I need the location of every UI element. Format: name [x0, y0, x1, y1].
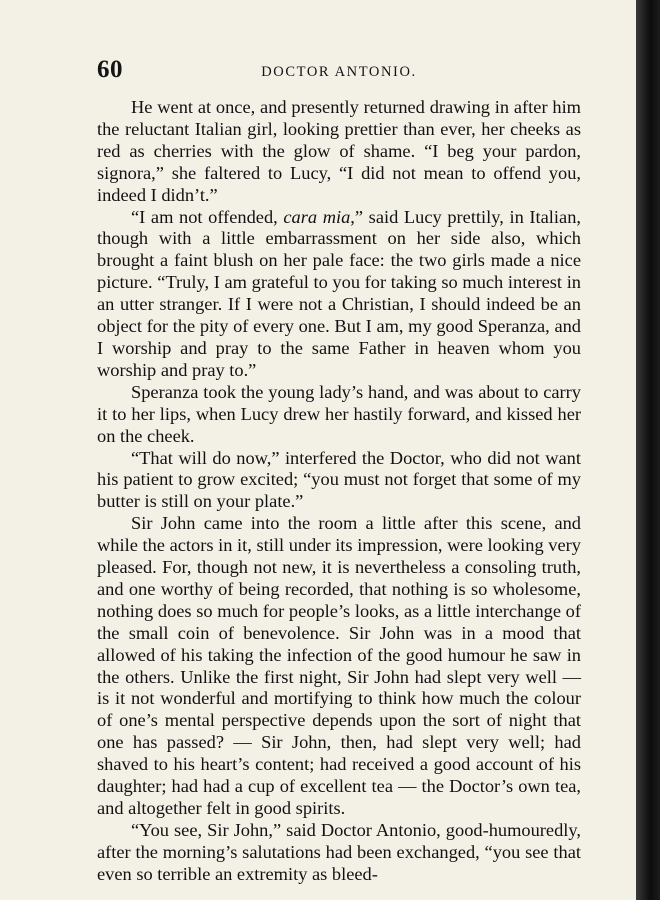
body-text	[97, 97, 581, 886]
page-number: 60	[97, 56, 123, 83]
paragraph: “That will do now,” interfered the Doctor, who did not want his patient to grow excited; “you must not forget that some of my butter is still on your plate.”	[97, 447, 581, 512]
paragraph: He went at once, and presently returned drawing in after him the reluctant Italian girl, looking prettier than ever, her cheeks as red as cherries with the glow of shame. “I beg your pardon, signora,” she faltered to Lucy, “I did not mean to offend you, indeed I didn’t.”	[97, 97, 581, 205]
paragraph: Speranza took the young lady’s hand, and was about to carry it to her lips, when Lucy drew her hastily forward, and kissed her on the cheek.	[97, 381, 581, 446]
running-title: DOCTOR ANTONIO.	[261, 64, 417, 80]
paragraph: “I am not offended, cara mia,” said Lucy prettily, in Italian, though with a little embarrassment on her side also, which brought a faint blush on her pale face: the two girls made a nice picture. “Truly, I am grateful to you for taking so much interest in an utter stranger. If I were not a Christian, I should indeed be an object for the pity of every one. But I am, my good Speranza, and I worship and pray to the same Father in heaven whom you worship and pray to.”	[97, 206, 581, 380]
paragraph: “You see, Sir John,” said Doctor Antonio, good-humouredly, after the morning’s salutations had been exchanged, “you see that even so terrible an extremity as bleed-	[97, 819, 581, 884]
italic-phrase: cara mia	[283, 206, 351, 227]
page-edge-shadow	[636, 0, 660, 900]
page-header	[97, 56, 581, 86]
paragraph: Sir John came into the room a little after this scene, and while the actors in it, still under its impression, were looking very pleased. For, though not new, it is nevertheless a consoling truth, and one worthy of being recorded, that nothing is so wholesome, nothing does so much for people’s looks, as a little interchange of the small coin of benevolence. Sir John was in a mood that allowed of his taking the infection of the good humour he saw in the others. Unlike the first night, Sir John had slept very well — is it not wonderful and mortifying to think how much the colour of one’s mental perspective depends upon the sort of night that one has passed? — Sir John, then, had slept very well; had shaved to his heart’s content; had received a good account of his daughter; had had a cup of excellent tea — the Doctor’s own tea, and altogether felt in good spirits.	[97, 513, 581, 818]
